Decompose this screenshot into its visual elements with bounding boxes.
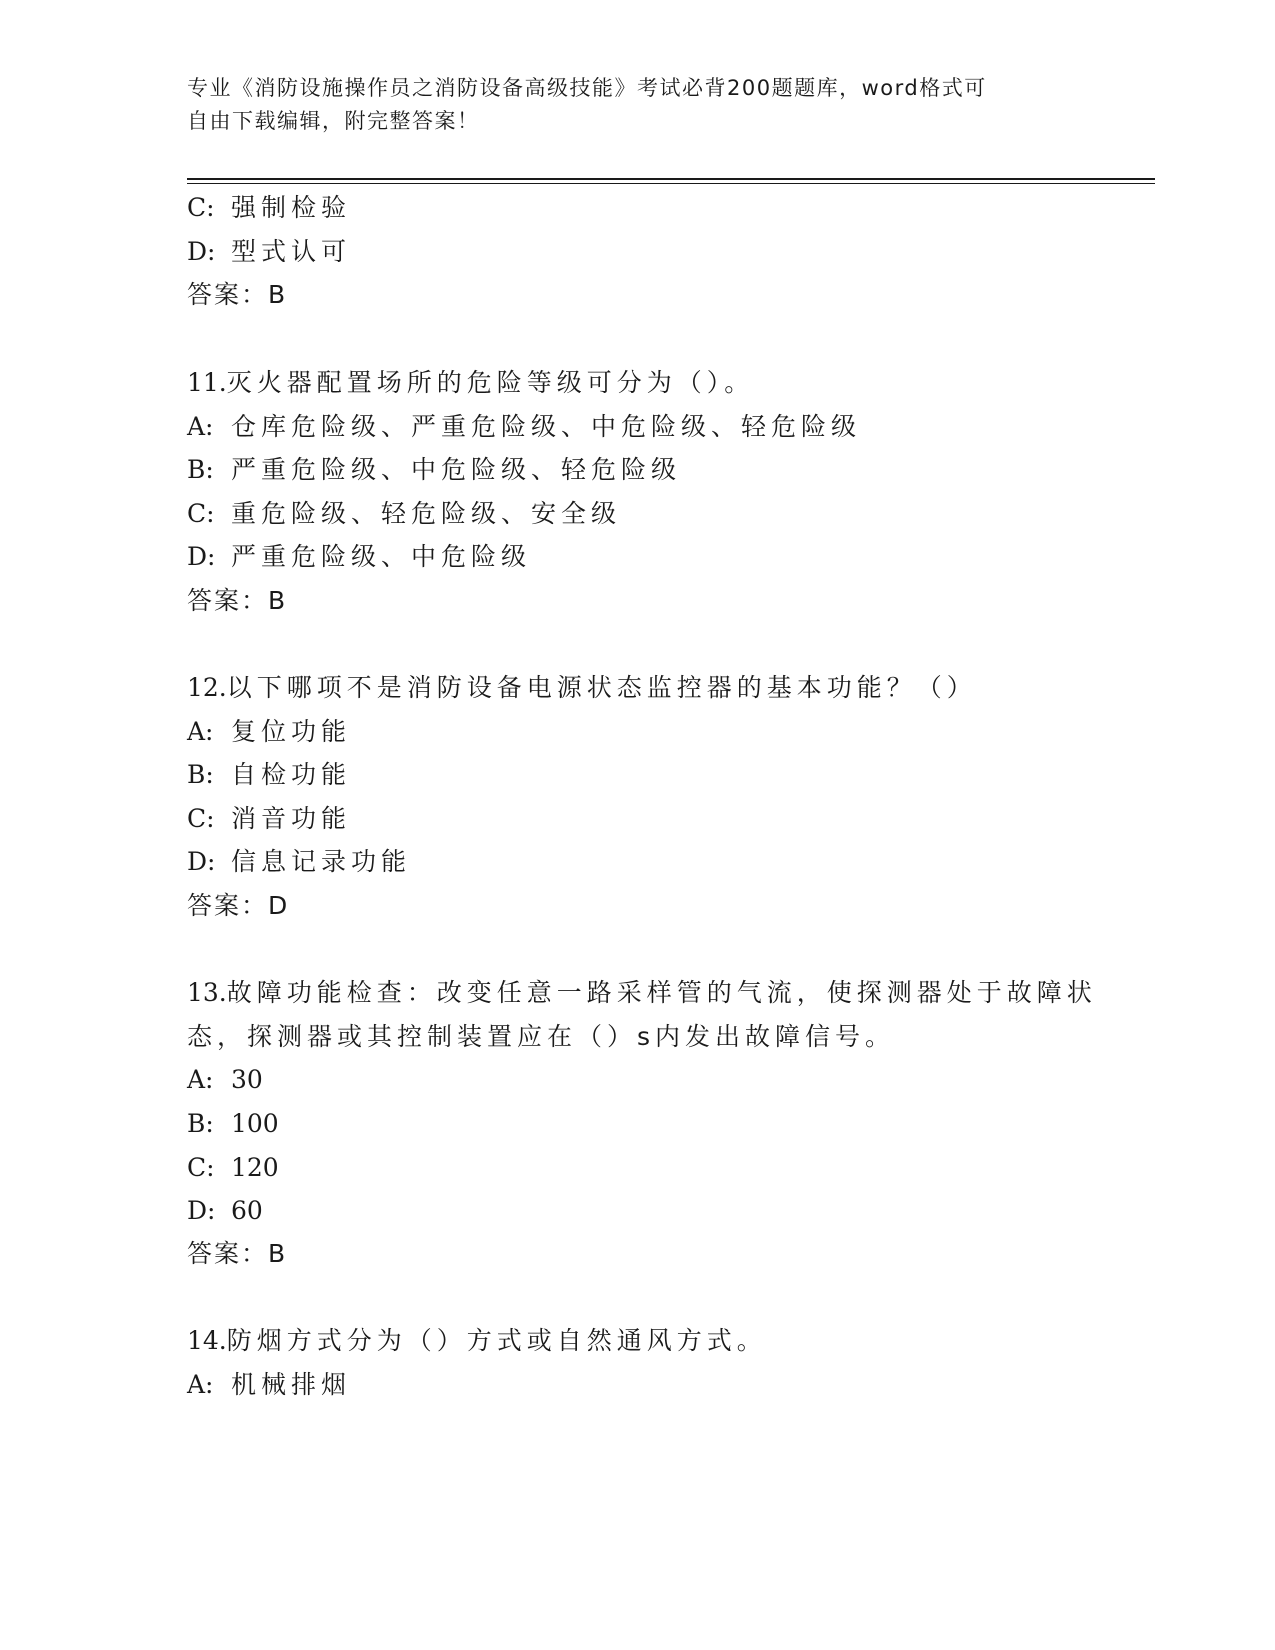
question-text: 以下哪项不是消防设备电源状态监控器的基本功能？（） <box>226 673 977 702</box>
option-row <box>187 760 1087 790</box>
option-label: C: <box>187 193 215 222</box>
answer-line: 答案：B <box>187 1239 288 1268</box>
question-stem <box>187 978 1097 1008</box>
option-text: 强制检验 <box>231 193 352 222</box>
header-divider <box>187 178 1155 184</box>
answer-line: 答案：D <box>187 891 290 920</box>
option-row <box>187 455 1087 485</box>
option-row <box>187 1196 1087 1226</box>
option-label: A: <box>187 1370 214 1399</box>
option-row <box>187 804 1087 834</box>
option-text: 仓库危险级、严重危险级、中危险级、轻危险级 <box>231 412 862 441</box>
question-number: 13. <box>187 978 227 1007</box>
option-row <box>187 237 1087 267</box>
page-header <box>187 72 1067 138</box>
option-text: 消音功能 <box>231 804 352 833</box>
option-row <box>187 1370 1087 1400</box>
question-text: 防烟方式分为（）方式或自然通风方式。 <box>226 1326 767 1355</box>
option-label: B: <box>187 760 214 789</box>
option-row <box>187 847 1087 877</box>
option-text: 30 <box>231 1065 263 1094</box>
option-label: A: <box>187 1065 214 1094</box>
option-label: C: <box>187 1153 215 1182</box>
question-text: 灭火器配置场所的危险等级可分为（）。 <box>226 368 755 397</box>
option-label: A: <box>187 412 214 441</box>
option-label: B: <box>187 1109 214 1138</box>
header-line-2: 自由下载编辑，附完整答案！ <box>187 109 480 133</box>
option-label: B: <box>187 455 214 484</box>
option-row <box>187 1109 1087 1139</box>
option-label: D: <box>187 542 216 571</box>
answer-line: 答案：B <box>187 586 288 615</box>
option-text: 自检功能 <box>231 760 352 789</box>
question-number: 11. <box>187 368 227 397</box>
option-text: 复位功能 <box>231 717 352 746</box>
option-text: 100 <box>231 1109 279 1138</box>
option-text: 120 <box>231 1153 279 1182</box>
option-row <box>187 412 1087 442</box>
question-stem <box>187 673 1087 703</box>
option-row <box>187 499 1087 529</box>
question-stem <box>187 368 1087 398</box>
option-text: 重危险级、轻危险级、安全级 <box>231 499 622 528</box>
answer-line: 答案：B <box>187 280 288 309</box>
question-stem <box>187 1326 1087 1356</box>
option-label: D: <box>187 847 216 876</box>
option-label: A: <box>187 717 214 746</box>
option-text: 严重危险级、中危险级 <box>231 542 532 571</box>
option-text: 严重危险级、中危险级、轻危险级 <box>231 455 682 484</box>
option-row <box>187 717 1087 747</box>
question-number: 14. <box>187 1326 227 1355</box>
option-text: 型式认可 <box>231 237 352 266</box>
option-row <box>187 1153 1087 1183</box>
option-label: D: <box>187 1196 216 1225</box>
question-text: 故障功能检查：改变任意一路采样管的气流，使探测器处于故障状 <box>226 978 1097 1007</box>
option-label: D: <box>187 237 216 266</box>
option-row <box>187 542 1087 572</box>
option-label: C: <box>187 804 215 833</box>
option-text: 信息记录功能 <box>231 847 412 876</box>
option-label: C: <box>187 499 215 528</box>
option-row <box>187 1065 1087 1095</box>
option-text: 机械排烟 <box>231 1370 352 1399</box>
option-text: 60 <box>231 1196 263 1225</box>
question-text-continued: 态，探测器或其控制装置应在（）s内发出故障信号。 <box>187 1022 896 1051</box>
option-row <box>187 193 1087 223</box>
question-number: 12. <box>187 673 227 702</box>
header-line-1: 专业《消防设施操作员之消防设备高级技能》考试必背200题题库，word格式可 <box>187 76 987 100</box>
